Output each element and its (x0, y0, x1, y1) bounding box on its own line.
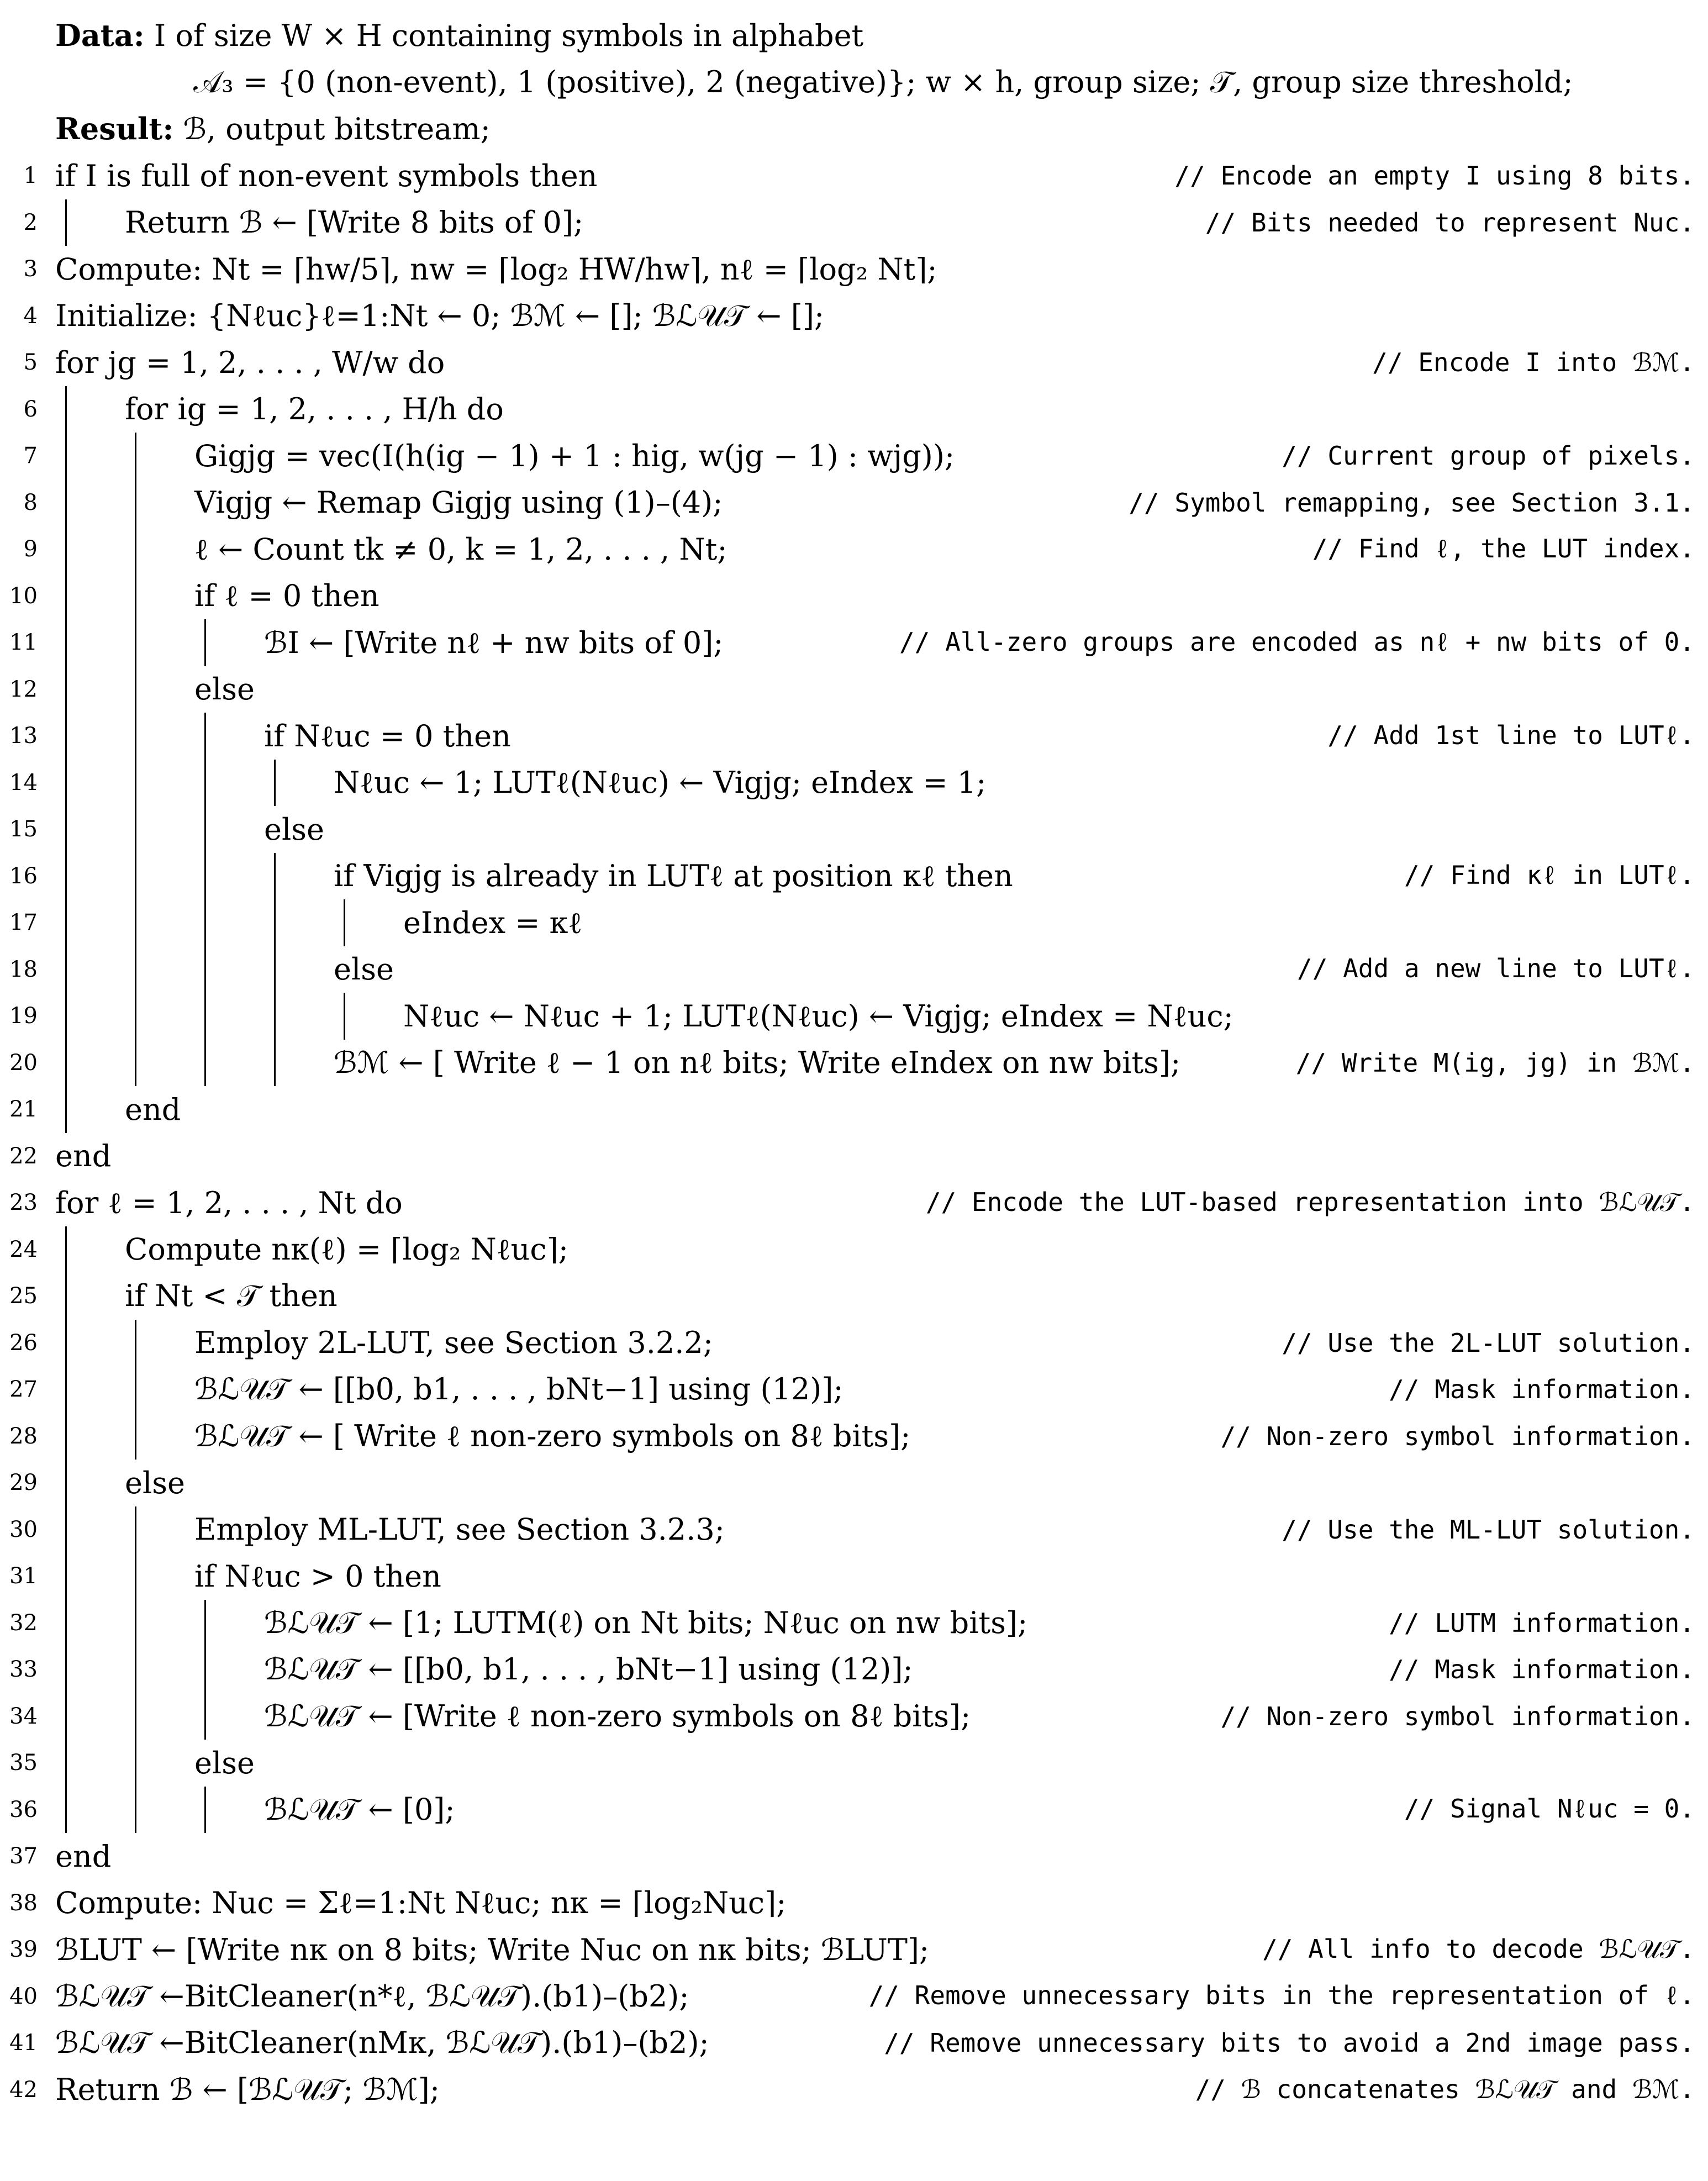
line-code: Compute: Nuc = Σℓ=1:Nt Nℓuc; nκ = ⌈log₂Nuc⌉; (55, 1885, 787, 1921)
line-number: 27 (9, 1377, 38, 1403)
indent-bar (65, 1413, 67, 1460)
algorithm-line (0, 2067, 1702, 2114)
indent-bar (135, 1600, 136, 1647)
line-number: 16 (9, 863, 38, 889)
algorithm-line (0, 1179, 1702, 1226)
indent-bar (204, 806, 206, 853)
indent-bar (65, 1273, 67, 1320)
line-code: else (125, 1465, 185, 1500)
algorithm-line (0, 1600, 1702, 1647)
indent-bar (65, 199, 67, 246)
algorithm-line (0, 1833, 1702, 1880)
line-comment: // Add 1st line to LUTℓ. (1327, 720, 1695, 750)
line-number: 5 (23, 350, 38, 376)
algorithm-line (0, 199, 1702, 246)
line-code: Initialize: {Nℓuc}ℓ=1:Nt ← 0; ℬℳ ← []; ℬℒ𝒰𝒯 ← []; (55, 298, 825, 333)
algorithm-line (0, 760, 1702, 807)
indent-bar (135, 946, 136, 993)
indent-bar (65, 666, 67, 713)
line-code: Nℓuc ← 1; LUTℓ(Nℓuc) ← Vigjg; eIndex = 1; (334, 765, 987, 800)
algorithm-line (0, 433, 1702, 480)
indent-bar (204, 1787, 206, 1834)
algorithm-line (0, 1086, 1702, 1133)
algorithm-line (0, 1926, 1702, 1973)
data-line (55, 12, 1702, 59)
indent-bar (135, 1740, 136, 1787)
line-code: for ig = 1, 2, . . . , H/h do (125, 392, 504, 427)
algorithm-header (0, 12, 1702, 152)
indent-bar (204, 1040, 206, 1087)
line-number: 20 (9, 1050, 38, 1076)
indent-bar (204, 1600, 206, 1647)
indent-bar (65, 1600, 67, 1647)
line-number: 9 (23, 536, 38, 562)
line-number: 6 (23, 396, 38, 422)
line-number: 1 (23, 163, 38, 189)
algorithm-lines (0, 152, 1702, 2113)
line-code: Vigjg ← Remap Gigjg using (1)–(4); (194, 485, 723, 520)
algorithm-line (0, 152, 1702, 199)
indent-bar (65, 760, 67, 807)
line-code: else (194, 1745, 255, 1780)
algorithm-line (0, 1787, 1702, 1834)
line-comment: // Mask information. (1389, 1374, 1695, 1405)
indent-bar (65, 526, 67, 573)
indent-bar (65, 1320, 67, 1367)
indent-bar (135, 1040, 136, 1087)
line-number: 34 (9, 1703, 38, 1729)
indent-bar (135, 480, 136, 526)
line-number: 41 (9, 2030, 38, 2056)
indent-bar (274, 946, 276, 993)
line-number: 15 (9, 816, 38, 842)
indent-bar (135, 1553, 136, 1600)
indent-bar (135, 806, 136, 853)
line-code: ℬℒ𝒰𝒯 ←BitCleaner(n*ℓ, ℬℒ𝒰𝒯).(b1)–(b2); (55, 1978, 689, 2014)
line-code: eIndex = κℓ (403, 905, 583, 940)
indent-bar (65, 573, 67, 620)
line-number: 21 (9, 1097, 38, 1123)
line-comment: // Non-zero symbol information. (1220, 1701, 1695, 1731)
indent-bar (65, 480, 67, 526)
line-code: for jg = 1, 2, . . . , W/w do (55, 345, 445, 380)
algorithm-line (0, 2020, 1702, 2067)
line-code: if Vigjg is already in LUTℓ at position κℓ then (334, 858, 1013, 894)
indent-bar (344, 899, 345, 946)
line-number: 22 (9, 1143, 38, 1169)
algorithm-line (0, 1040, 1702, 1087)
line-comment: // Remove unnecessary bits in the representation of ℓ. (868, 1980, 1695, 2011)
line-comment: // Remove unnecessary bits to avoid a 2nd image pass. (884, 2028, 1695, 2058)
indent-bar (204, 899, 206, 946)
indent-bar (135, 760, 136, 807)
indent-bar (65, 1460, 67, 1506)
line-comment: // Mask information. (1389, 1655, 1695, 1685)
algorithm-line (0, 1460, 1702, 1506)
algorithm-line (0, 899, 1702, 946)
indent-bar (65, 1040, 67, 1087)
indent-bar (135, 1787, 136, 1834)
algorithm-line (0, 1366, 1702, 1413)
indent-bar (135, 433, 136, 480)
line-comment: // Write M(ig, jg) in ℬℳ. (1295, 1047, 1695, 1078)
indent-bar (65, 386, 67, 433)
indent-bar (204, 853, 206, 900)
algorithm-line (0, 1880, 1702, 1927)
line-code: if Nℓuc = 0 then (264, 718, 511, 754)
line-code: Employ ML-LUT, see Section 3.2.3; (194, 1512, 725, 1547)
line-number: 36 (9, 1797, 38, 1822)
indent-bar (65, 1646, 67, 1693)
indent-bar (65, 713, 67, 760)
line-code: Return ℬ ← [Write 8 bits of 0]; (125, 205, 584, 240)
indent-bar (65, 853, 67, 900)
line-code: ℬℳ ← [ Write ℓ − 1 on nℓ bits; Write eIndex on nw bits]; (334, 1045, 1181, 1081)
line-code: for ℓ = 1, 2, . . . , Nt do (55, 1185, 403, 1220)
indent-bar (65, 899, 67, 946)
indent-bar (135, 713, 136, 760)
line-comment: // Encode the LUT-based representation into ℬℒ𝒰𝒯. (925, 1187, 1695, 1218)
indent-bar (65, 1086, 67, 1133)
line-code: Nℓuc ← Nℓuc + 1; LUTℓ(Nℓuc) ← Vigjg; eIndex = Nℓuc; (403, 998, 1233, 1034)
indent-bar (204, 619, 206, 666)
line-code: Employ 2L-LUT, see Section 3.2.2; (194, 1325, 713, 1361)
line-code: ℬℒ𝒰𝒯 ← [[b0, b1, . . . , bNt−1] using (12)]; (264, 1652, 913, 1687)
line-code: ℬℒ𝒰𝒯 ← [[b0, b1, . . . , bNt−1] using (12)]; (194, 1372, 844, 1407)
indent-bar (274, 1040, 276, 1087)
indent-bar (274, 993, 276, 1040)
line-number: 8 (23, 489, 38, 515)
line-code: end (125, 1092, 181, 1127)
algorithm-line (0, 246, 1702, 293)
indent-bar (135, 1320, 136, 1367)
line-code: ℬℒ𝒰𝒯 ← [ Write ℓ non-zero symbols on 8ℓ bits]; (194, 1418, 911, 1453)
line-comment: // Bits needed to represent Nuc. (1205, 207, 1695, 238)
algorithm-line (0, 1506, 1702, 1553)
line-comment: // Add a new line to LUTℓ. (1297, 953, 1695, 984)
line-code: Gigjg = vec(I(h(ig − 1) + 1 : hig, w(jg − 1) : wjg)); (194, 438, 955, 473)
line-comment: // Find ℓ, the LUT index. (1312, 533, 1695, 563)
algorithm-line (0, 1553, 1702, 1600)
line-comment: // Encode I into ℬℳ. (1372, 347, 1695, 378)
line-number: 35 (9, 1750, 38, 1776)
indent-bar (135, 1366, 136, 1413)
indent-bar (135, 666, 136, 713)
indent-bar (204, 946, 206, 993)
algorithm-line (0, 853, 1702, 900)
line-number: 40 (9, 1983, 38, 2009)
indent-bar (65, 946, 67, 993)
algorithm-line (0, 339, 1702, 386)
line-code: if Nℓuc > 0 then (194, 1558, 441, 1594)
line-code: ℬLUT ← [Write nκ on 8 bits; Write Nuc on nκ bits; ℬLUT]; (55, 1932, 930, 1967)
indent-bar (204, 1646, 206, 1693)
indent-bar (135, 1646, 136, 1693)
indent-bar (274, 853, 276, 900)
line-code: ℬℒ𝒰𝒯 ←BitCleaner(nMκ, ℬℒ𝒰𝒯).(b1)–(b2); (55, 2025, 709, 2061)
line-number: 26 (9, 1330, 38, 1356)
line-number: 24 (9, 1236, 38, 1262)
line-number: 3 (23, 256, 38, 282)
algorithm-line (0, 666, 1702, 713)
algorithm-line (0, 1973, 1702, 2020)
indent-bar (65, 1506, 67, 1553)
line-code: else (334, 952, 394, 987)
indent-bar (135, 1506, 136, 1553)
line-comment: // ℬ concatenates ℬℒ𝒰𝒯 and ℬℳ. (1195, 2074, 1695, 2104)
line-number: 33 (9, 1657, 38, 1683)
indent-bar (135, 573, 136, 620)
line-number: 13 (9, 723, 38, 749)
indent-bar (135, 899, 136, 946)
line-code: ℬℒ𝒰𝒯 ← [0]; (264, 1792, 455, 1827)
indent-bar (65, 1693, 67, 1740)
indent-bar (204, 760, 206, 807)
line-number: 12 (9, 676, 38, 702)
line-code: Return ℬ ← [ℬℒ𝒰𝒯; ℬℳ]; (55, 2072, 440, 2107)
indent-bar (65, 433, 67, 480)
line-number: 39 (9, 1937, 38, 1963)
indent-bar (204, 713, 206, 760)
line-code: if Nt < 𝒯 then (125, 1278, 338, 1314)
line-number: 19 (9, 1003, 38, 1029)
line-comment: // LUTM information. (1389, 1608, 1695, 1638)
indent-bar (65, 806, 67, 853)
algorithm-line (0, 1646, 1702, 1693)
line-comment: // Signal Nℓuc = 0. (1404, 1794, 1695, 1824)
algorithm-line (0, 619, 1702, 666)
line-comment: // Use the ML-LUT solution. (1282, 1514, 1695, 1545)
line-code: else (264, 812, 324, 847)
indent-bar (65, 1553, 67, 1600)
indent-bar (204, 1693, 206, 1740)
line-number: 30 (9, 1516, 38, 1542)
algorithm-line (0, 1693, 1702, 1740)
line-number: 37 (9, 1843, 38, 1869)
line-number: 14 (9, 770, 38, 796)
line-code: ℬI ← [Write nℓ + nw bits of 0]; (264, 625, 724, 660)
result-line (55, 106, 1702, 152)
indent-bar (135, 1413, 136, 1460)
line-code: end (55, 1838, 112, 1874)
line-number: 2 (23, 209, 38, 235)
algorithm-line (0, 526, 1702, 573)
indent-bar (65, 1226, 67, 1273)
line-number: 42 (9, 2077, 38, 2103)
algorithm-line (0, 713, 1702, 760)
algorithm-line (0, 1226, 1702, 1273)
line-code: if ℓ = 0 then (194, 578, 379, 614)
indent-bar (65, 993, 67, 1040)
line-comment: // Use the 2L-LUT solution. (1282, 1327, 1695, 1358)
line-code: ℬℒ𝒰𝒯 ← [1; LUTM(ℓ) on Nt bits; Nℓuc on nw bits]; (264, 1605, 1028, 1640)
line-number: 28 (9, 1423, 38, 1449)
algorithm-line (0, 806, 1702, 853)
indent-bar (344, 993, 345, 1040)
line-number: 11 (9, 630, 38, 656)
line-number: 7 (23, 443, 38, 469)
line-number: 23 (9, 1190, 38, 1216)
line-number: 29 (9, 1470, 38, 1496)
line-number: 18 (9, 956, 38, 982)
line-code: else (194, 672, 255, 707)
line-number: 32 (9, 1610, 38, 1636)
line-number: 10 (9, 583, 38, 609)
line-comment: // Encode an empty I using 8 bits. (1174, 161, 1695, 191)
indent-bar (274, 760, 276, 807)
indent-bar (65, 1366, 67, 1413)
algorithm-line (0, 1133, 1702, 1180)
result-label: Result: (55, 111, 174, 146)
algorithm-line (0, 1320, 1702, 1367)
line-code: end (55, 1139, 112, 1174)
indent-bar (135, 1693, 136, 1740)
line-code: Compute nκ(ℓ) = ⌈log₂ Nℓuc⌉; (125, 1232, 568, 1267)
line-comment: // All-zero groups are encoded as nℓ + nw bits of 0. (899, 626, 1695, 657)
result-text: ℬ, output bitstream; (183, 112, 491, 146)
data-label: Data: (55, 18, 145, 53)
line-number: 4 (23, 303, 38, 329)
algorithm-line (0, 480, 1702, 526)
line-comment: // Find κℓ in LUTℓ. (1404, 860, 1695, 891)
line-comment: // All info to decode ℬℒ𝒰𝒯. (1262, 1934, 1695, 1964)
line-number: 17 (9, 910, 38, 936)
algorithm-line (0, 386, 1702, 433)
line-number: 25 (9, 1283, 38, 1309)
data-continuation: 𝒜₃ = {0 (non-event), 1 (positive), 2 (negative)}; w × h, group size; 𝒯, group size threshold; (193, 65, 1573, 99)
line-comment: // Non-zero symbol information. (1220, 1421, 1695, 1451)
line-code: ℓ ← Count tk ≠ 0, k = 1, 2, . . . , Nt; (194, 531, 728, 567)
line-code: if I is full of non-event symbols then (55, 158, 598, 193)
indent-bar (65, 1740, 67, 1787)
indent-bar (65, 1787, 67, 1834)
algorithm-line (0, 1740, 1702, 1787)
data-text: I of size W × H containing symbols in alphabet (154, 18, 864, 53)
indent-bar (274, 899, 276, 946)
line-comment: // Current group of pixels. (1282, 441, 1695, 471)
algorithm-line (0, 993, 1702, 1040)
line-number: 31 (9, 1563, 38, 1589)
algorithm-line (0, 573, 1702, 620)
line-comment: // Symbol remapping, see Section 3.1. (1129, 487, 1695, 518)
algorithm-line (0, 1413, 1702, 1460)
line-code: ℬℒ𝒰𝒯 ← [Write ℓ non-zero symbols on 8ℓ bits]; (264, 1698, 971, 1734)
indent-bar (135, 526, 136, 573)
indent-bar (65, 619, 67, 666)
algorithm-line (0, 293, 1702, 340)
line-code: Compute: Nt = ⌈hw/5⌉, nw = ⌈log₂ HW/hw⌉, nℓ = ⌈log₂ Nt⌉; (55, 251, 937, 287)
indent-bar (204, 993, 206, 1040)
indent-bar (135, 993, 136, 1040)
indent-bar (135, 853, 136, 900)
algorithm-line (0, 1273, 1702, 1320)
algorithm-line (0, 946, 1702, 993)
indent-bar (135, 619, 136, 666)
line-number: 38 (9, 1890, 38, 1916)
